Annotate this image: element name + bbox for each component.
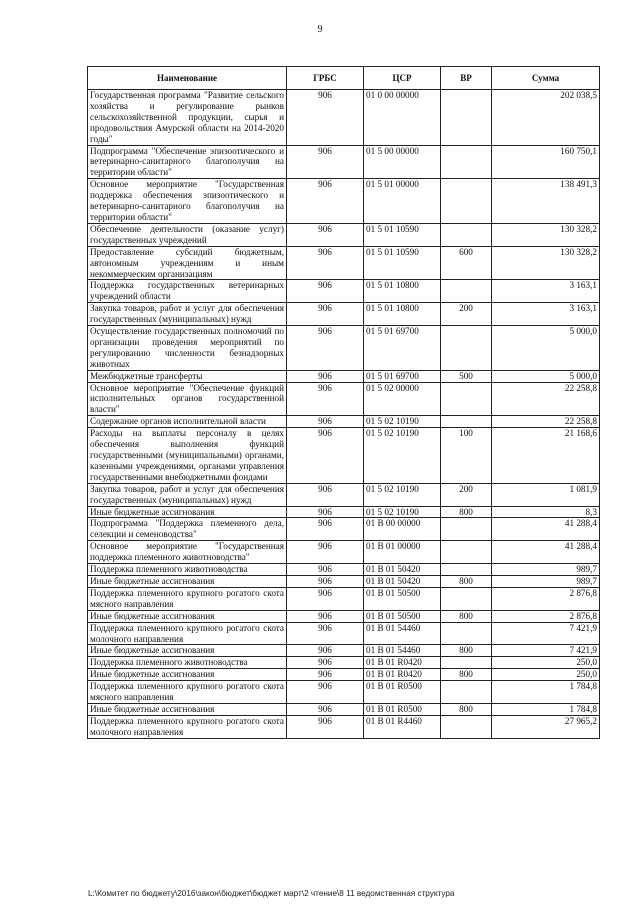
cell-grbs: 906: [287, 303, 364, 326]
cell-sum: 7 421,9: [492, 622, 600, 645]
cell-vr: [441, 622, 492, 645]
table-row: [88, 179, 600, 224]
cell-sum: 41 288,4: [492, 518, 600, 541]
cell-sum: 3 163,1: [492, 280, 600, 303]
cell-grbs: 906: [287, 575, 364, 587]
cell-grbs: 906: [287, 370, 364, 382]
table-row: [88, 506, 600, 518]
cell-vr: [441, 587, 492, 610]
cell-vr: [441, 223, 492, 246]
cell-grbs: 906: [287, 145, 364, 179]
cell-csr: 01 5 01 00000: [364, 179, 441, 224]
cell-csr: 01 В 01 50420: [364, 564, 441, 576]
cell-name: Подпрограмма "Поддержка племенного дела, селекции и семеноводства": [88, 518, 287, 541]
cell-vr: [441, 179, 492, 224]
cell-csr: 01 5 02 00000: [364, 382, 441, 416]
cell-sum: 989,7: [492, 575, 600, 587]
table-row: [88, 622, 600, 645]
cell-sum: 41 288,4: [492, 541, 600, 564]
table-row: [88, 145, 600, 179]
cell-grbs: 906: [287, 246, 364, 280]
cell-vr: 800: [441, 610, 492, 622]
cell-grbs: 906: [287, 610, 364, 622]
cell-csr: 01 5 01 69700: [364, 370, 441, 382]
cell-sum: 27 965,2: [492, 715, 600, 738]
cell-name: Иные бюджетные ассигнования: [88, 506, 287, 518]
table-row: [88, 483, 600, 506]
table-row: [88, 223, 600, 246]
cell-name: Иные бюджетные ассигнования: [88, 610, 287, 622]
cell-csr: 01 5 01 10800: [364, 280, 441, 303]
page-number: 9: [317, 24, 323, 35]
cell-sum: 1 784,8: [492, 681, 600, 704]
table-row: [88, 645, 600, 657]
cell-name: Поддержка племенного крупного рогатого скота мясного направления: [88, 681, 287, 704]
cell-sum: 130 328,2: [492, 223, 600, 246]
cell-sum: 1 081,9: [492, 483, 600, 506]
table-row: [88, 326, 600, 371]
cell-vr: [441, 681, 492, 704]
cell-csr: 01 5 01 10800: [364, 303, 441, 326]
cell-vr: 600: [441, 246, 492, 280]
cell-vr: [441, 564, 492, 576]
cell-vr: 800: [441, 703, 492, 715]
cell-csr: 01 В 01 R4460: [364, 715, 441, 738]
table-row: [88, 715, 600, 738]
cell-grbs: 906: [287, 179, 364, 224]
cell-grbs: 906: [287, 518, 364, 541]
cell-sum: 3 163,1: [492, 303, 600, 326]
cell-grbs: 906: [287, 280, 364, 303]
cell-grbs: 906: [287, 622, 364, 645]
cell-vr: 800: [441, 575, 492, 587]
cell-name: Обеспечение деятельности (оказание услуг) государственных учреждений: [88, 223, 287, 246]
table-body: [88, 90, 600, 739]
cell-name: Основное мероприятие "Государственная поддержка обеспечения эпизоотического и ветеринарно-санитарного благополучия на территории области": [88, 179, 287, 224]
header-vr: ВР: [441, 67, 492, 90]
table-row: [88, 518, 600, 541]
cell-vr: [441, 518, 492, 541]
table-row: [88, 382, 600, 416]
cell-sum: 2 876,8: [492, 610, 600, 622]
table-row: [88, 610, 600, 622]
cell-name: Поддержка племенного крупного рогатого скота молочного направления: [88, 622, 287, 645]
cell-vr: [441, 541, 492, 564]
footer-file-path: L:\Комитет по бюджету\2016\закон\бюджет\бюджет март\2 чтение\8 11 ведомственная структура: [88, 889, 455, 898]
cell-vr: 500: [441, 370, 492, 382]
cell-name: Иные бюджетные ассигнования: [88, 645, 287, 657]
cell-csr: 01 В 01 R0420: [364, 657, 441, 669]
cell-name: Иные бюджетные ассигнования: [88, 575, 287, 587]
cell-grbs: 906: [287, 669, 364, 681]
cell-sum: 5 000,0: [492, 370, 600, 382]
cell-vr: 800: [441, 669, 492, 681]
cell-grbs: 906: [287, 657, 364, 669]
cell-name: Закупка товаров, работ и услуг для обеспечения государственных (муниципальных) нужд: [88, 303, 287, 326]
cell-name: Поддержка племенного крупного рогатого скота мясного направления: [88, 587, 287, 610]
table-row: [88, 669, 600, 681]
cell-name: Иные бюджетные ассигнования: [88, 669, 287, 681]
cell-vr: [441, 382, 492, 416]
table-row: [88, 564, 600, 576]
cell-vr: [441, 90, 492, 146]
cell-name: Основное мероприятие "Обеспечение функций исполнительных органов государственной власти": [88, 382, 287, 416]
budget-table: [87, 66, 600, 739]
cell-name: Подпрограмма "Обеспечение эпизоотического и ветеринарно-санитарного благополучия на территории области": [88, 145, 287, 179]
cell-csr: 01 5 01 69700: [364, 326, 441, 371]
cell-name: Государственная программа "Развитие сельского хозяйства и регулирование рынков сельскохозяйственной продукции, сырья и продовольствия Амурской области на 2014-2020 годы": [88, 90, 287, 146]
table-row: [88, 246, 600, 280]
header-csr: ЦСР: [364, 67, 441, 90]
cell-grbs: 906: [287, 681, 364, 704]
cell-name: Закупка товаров, работ и услуг для обеспечения государственных (муниципальных) нужд: [88, 483, 287, 506]
cell-csr: 01 В 01 50500: [364, 610, 441, 622]
cell-csr: 01 5 02 10190: [364, 483, 441, 506]
header-name: Наименование: [88, 67, 287, 90]
cell-sum: 22 258,8: [492, 416, 600, 428]
cell-vr: [441, 657, 492, 669]
cell-grbs: 906: [287, 564, 364, 576]
cell-csr: 01 В 01 00000: [364, 541, 441, 564]
cell-grbs: 906: [287, 428, 364, 484]
cell-grbs: 906: [287, 382, 364, 416]
cell-sum: 250,0: [492, 657, 600, 669]
cell-grbs: 906: [287, 645, 364, 657]
cell-grbs: 906: [287, 483, 364, 506]
cell-csr: 01 В 01 R0500: [364, 681, 441, 704]
table-row: [88, 428, 600, 484]
cell-grbs: 906: [287, 416, 364, 428]
cell-vr: 800: [441, 506, 492, 518]
cell-grbs: 906: [287, 587, 364, 610]
cell-vr: [441, 280, 492, 303]
cell-vr: 800: [441, 645, 492, 657]
table-header-row: [88, 67, 600, 90]
table-row: [88, 681, 600, 704]
cell-csr: 01 5 01 10590: [364, 223, 441, 246]
cell-csr: 01 В 01 54460: [364, 645, 441, 657]
table-row: [88, 303, 600, 326]
cell-vr: 200: [441, 303, 492, 326]
cell-name: Поддержка государственных ветеринарных учреждений области: [88, 280, 287, 303]
cell-csr: 01 В 00 00000: [364, 518, 441, 541]
cell-name: Поддержка племенного животноводства: [88, 564, 287, 576]
cell-sum: 5 000,0: [492, 326, 600, 371]
table-row: [88, 575, 600, 587]
cell-name: Расходы на выплаты персоналу в целях обеспечения выполнения функций государственными (муниципальными) органами, казенными учреждениями, органами управления государственными внебюджетными фондами: [88, 428, 287, 484]
cell-csr: 01 5 02 10190: [364, 416, 441, 428]
cell-csr: 01 5 02 10190: [364, 506, 441, 518]
cell-sum: 160 750,1: [492, 145, 600, 179]
cell-grbs: 906: [287, 715, 364, 738]
cell-csr: 01 В 01 54460: [364, 622, 441, 645]
cell-name: Основное мероприятие "Государственная поддержка племенного животноводства": [88, 541, 287, 564]
cell-sum: 22 258,8: [492, 382, 600, 416]
cell-grbs: 906: [287, 223, 364, 246]
cell-sum: 7 421,9: [492, 645, 600, 657]
cell-csr: 01 5 01 10590: [364, 246, 441, 280]
cell-sum: 138 491,3: [492, 179, 600, 224]
table-row: [88, 587, 600, 610]
cell-grbs: 906: [287, 703, 364, 715]
cell-name: Межбюджетные трансферты: [88, 370, 287, 382]
cell-csr: 01 В 01 R0420: [364, 669, 441, 681]
cell-sum: 2 876,8: [492, 587, 600, 610]
cell-name: Содержание органов исполнительной власти: [88, 416, 287, 428]
cell-grbs: 906: [287, 90, 364, 146]
cell-vr: 100: [441, 428, 492, 484]
cell-vr: 200: [441, 483, 492, 506]
table-row: [88, 657, 600, 669]
cell-sum: 250,0: [492, 669, 600, 681]
cell-csr: 01 5 02 10190: [364, 428, 441, 484]
table-row: [88, 703, 600, 715]
table-row: [88, 416, 600, 428]
cell-grbs: 906: [287, 541, 364, 564]
cell-sum: 8,3: [492, 506, 600, 518]
cell-name: Поддержка племенного крупного рогатого скота молочного направления: [88, 715, 287, 738]
cell-grbs: 906: [287, 326, 364, 371]
cell-csr: 01 В 01 50500: [364, 587, 441, 610]
table-row: [88, 280, 600, 303]
cell-csr: 01 В 01 50420: [364, 575, 441, 587]
table-row: [88, 541, 600, 564]
cell-sum: 202 038,5: [492, 90, 600, 146]
header-sum: Сумма: [492, 67, 600, 90]
cell-vr: [441, 145, 492, 179]
cell-grbs: 906: [287, 506, 364, 518]
cell-name: Иные бюджетные ассигнования: [88, 703, 287, 715]
cell-sum: 130 328,2: [492, 246, 600, 280]
cell-sum: 21 168,6: [492, 428, 600, 484]
cell-sum: 1 784,8: [492, 703, 600, 715]
cell-csr: 01 5 00 00000: [364, 145, 441, 179]
table-row: [88, 90, 600, 146]
cell-vr: [441, 326, 492, 371]
table-row: [88, 370, 600, 382]
cell-name: Поддержка племенного животноводства: [88, 657, 287, 669]
header-grbs: ГРБС: [287, 67, 364, 90]
cell-sum: 989,7: [492, 564, 600, 576]
cell-name: Предоставление субсидий бюджетным, автономным учреждениям и иным некоммерческим организациям: [88, 246, 287, 280]
cell-vr: [441, 416, 492, 428]
cell-vr: [441, 715, 492, 738]
cell-csr: 01 В 01 R0500: [364, 703, 441, 715]
cell-csr: 01 0 00 00000: [364, 90, 441, 146]
cell-name: Осуществление государственных полномочий по организации проведения мероприятий по регулированию численности безнадзорных животных: [88, 326, 287, 371]
